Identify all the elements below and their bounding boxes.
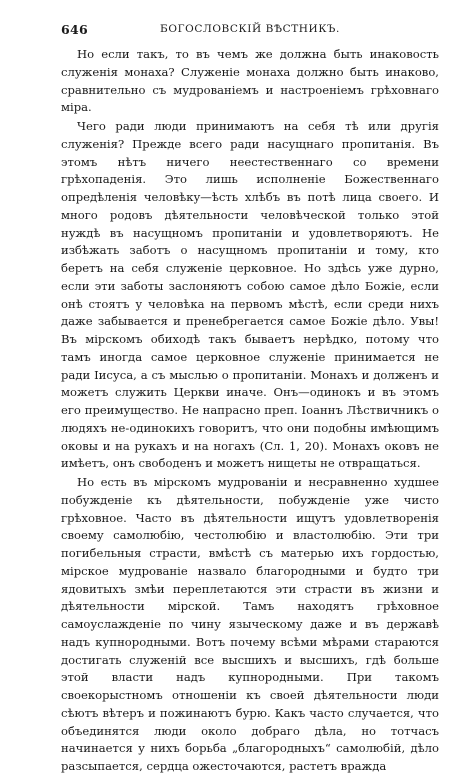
page-number: 646	[61, 22, 88, 37]
page-header	[61, 22, 439, 38]
paragraph-2: Чего ради люди принимаютъ на себя тѣ или другія служенія? Прежде всего ради насущнаго пропитанія. Въ этомъ нѣтъ ничего неестественнаго со времени грѣхопаденія. Это лишь исполненіе Божественнаго опредѣленія человѣку—ѣсть хлѣбъ въ потѣ лица своего. И много родовъ дѣятельности человѣческой только этой нуждѣ въ насущномъ пропитаніи и удовлетворяютъ. Не избѣжать заботъ о насущномъ пропитаніи и тому, кто беретъ на себя служеніе церковное. Но здѣсь уже дурно, если эти заботы заслоняютъ собою самое дѣло Божіе, если онѣ стоятъ у человѣка на первомъ мѣстѣ, если среди нихъ даже забывается и пренебрегается самое Божіе дѣло. Увы! Въ мірскомъ обиходѣ такъ бываетъ нерѣдко, потому что тамъ иногда самое церковное служеніе принимается не ради Іисуса, а съ мыслью о пропитаніи. Монахъ и долженъ и можетъ служить Церкви иначе. Онъ—одинокъ и въ этомъ его преимущество. Не напрасно преп. Іоаннъ Лѣствичникъ о людяхъ не-одинокихъ говоритъ, что они подобны имѣющимъ оковы и на рукахъ и на ногахъ (Сл. 1, 20). Монахъ оковъ не имѣетъ, онъ свободенъ и можетъ нищеты не отвращаться.	[61, 119, 439, 471]
running-head: БОГОСЛОВСКІЙ ВѢСТНИКЪ.	[160, 23, 340, 35]
paragraph-1: Но если такъ, то въ чемъ же должна быть инаковость служенія монаха? Служеніе монаха должно быть инаково, сравнительно съ мудрованіемъ и настроеніемъ грѣховнаго міра.	[61, 47, 439, 115]
paragraph-3: Но есть въ мірскомъ мудрованіи и несравненно худшее побужденіе къ дѣятельности, побужденіе уже чисто грѣховное. Часто въ дѣятельности ищутъ удовлетворенія своему самолюбію, честолюбію и властолюбію. Эти три погибельныя страсти, вмѣстѣ съ матерью ихъ гордостью, мірское мудрованіе назвало благородными и будто три ядовитыхъ змѣи переплетаются эти страсти въ жизни и дѣятельности мірской. Тамъ находятъ грѣховное самоуслажденіе по чину языческому даже и въ державѣ надъ купнородными. Вотъ почему всѣми мѣрами стараются достигать служеній все высшихъ и высшихъ, гдѣ больше этой власти надъ купнородными. При такомъ своекорыстномъ отношеніи къ своей дѣятельности люди сѣютъ вѣтеръ и пожинаютъ бурю. Какъ часто случается, что объединятся люди около добраго дѣла, но тотчасъ начинается у нихъ борьба „благородныхъ“ самолюбій, дѣло разсыпается, сердца ожесточаются, растетъ вражда	[61, 475, 439, 773]
book-page	[61, 22, 439, 776]
body-text	[61, 46, 439, 776]
